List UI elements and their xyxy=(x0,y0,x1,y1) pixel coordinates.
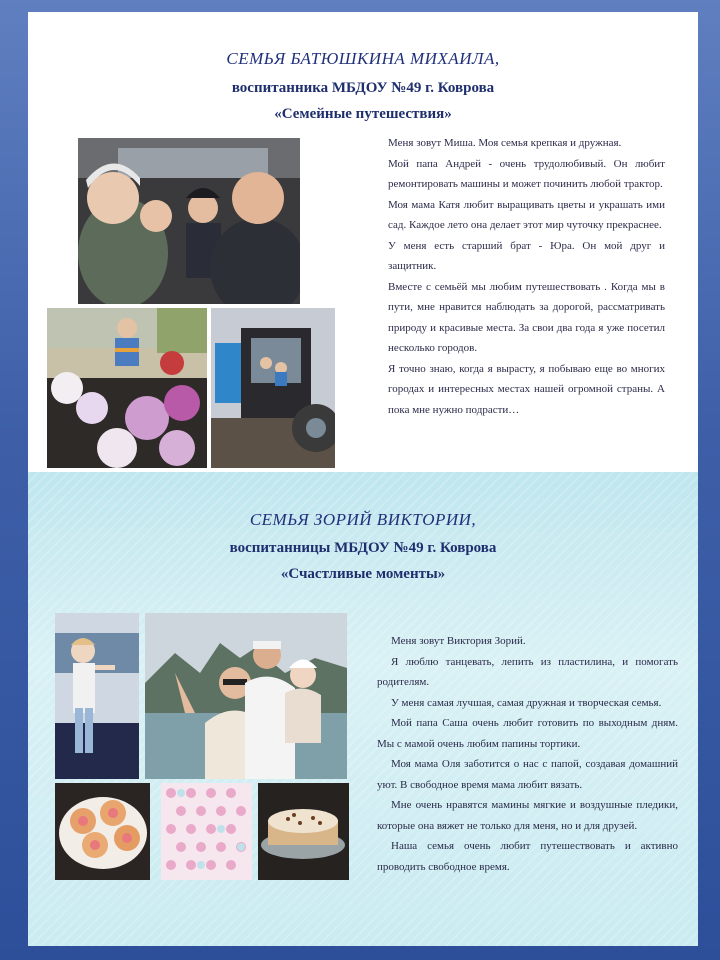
section2-title: СЕМЬЯ ЗОРИЙ ВИКТОРИИ, xyxy=(249,510,477,529)
story2-paragraph: Меня зовут Виктория Зорий. xyxy=(391,635,526,647)
story1-paragraph: У меня есть старший брат - Юра. Он мой друг и защитник. xyxy=(388,239,665,272)
section1-title: СЕМЬЯ БАТЮШКИНА МИХАИЛА, xyxy=(226,49,500,68)
tractor-photo xyxy=(211,308,335,468)
section1-subtitle: воспитанника МБДОУ №49 г. Коврова xyxy=(231,80,495,96)
story2-paragraph: Наша семья очень любит путешествовать и активно проводить свободное время. xyxy=(377,840,678,873)
cookies-photo xyxy=(55,783,150,880)
section1-story xyxy=(388,133,665,420)
section2-subtitle: воспитанницы МБДОУ №49 г. Коврова xyxy=(229,540,497,556)
story2-paragraph: Моя мама Оля заботится о нас с папой, создавая домашний уют. В свободное время мама любит вязать. xyxy=(377,758,678,791)
story1-paragraph: Мой папа Андрей - очень трудолюбивый. Он любит ремонтировать машины и может починить любой трактор. xyxy=(388,157,665,190)
car-family-photo xyxy=(78,138,300,304)
story1-paragraph: Моя мама Катя любит выращивать цветы и украшать ими сад. Каждое лето она делает этот мир чуточку прекраснее. xyxy=(388,198,665,231)
section1-theme: «Семейные путешествия» xyxy=(274,106,452,122)
boy-flowers-photo xyxy=(47,308,207,468)
story2-paragraph: Мне очень нравятся мамины мягкие и воздушные пледики, которые она вяжет не только для меня, но и для друзей. xyxy=(377,799,678,832)
knitted-blanket-photo xyxy=(161,783,252,880)
section2-story xyxy=(377,631,678,877)
family-travel-photo xyxy=(145,613,347,779)
story2-paragraph: У меня самая лучшая, самая дружная и творческая семья. xyxy=(391,696,662,709)
story1-paragraph: Я точно знаю, когда я вырасту, я побываю еще во многих городах и интересных местах нашей огромной страны. А пока мне нужно подрасти… xyxy=(388,362,665,416)
story2-paragraph: Я люблю танцевать, лепить из пластилина, и помогать родителям. xyxy=(377,655,678,688)
story2-paragraph: Мой папа Саша очень любит готовить по выходным дням. Мы с мамой очень любим папины тортики. xyxy=(377,717,678,750)
section2-theme: «Счастливые моменты» xyxy=(280,566,446,582)
story1-paragraph: Меня зовут Миша. Моя семья крепкая и дружная. xyxy=(388,137,622,149)
family-batyushkin-panel xyxy=(28,12,698,482)
family-zoriy-panel xyxy=(28,472,698,946)
girl-waving-photo xyxy=(55,613,139,779)
cake-photo xyxy=(258,783,349,880)
story1-paragraph: Вместе с семьёй мы любим путешествовать . Когда мы в пути, мне нравится наблюдать за дорогой, рассматривать природу и красивые места. За свои два года я уже посетил несколько городов. xyxy=(388,280,665,354)
